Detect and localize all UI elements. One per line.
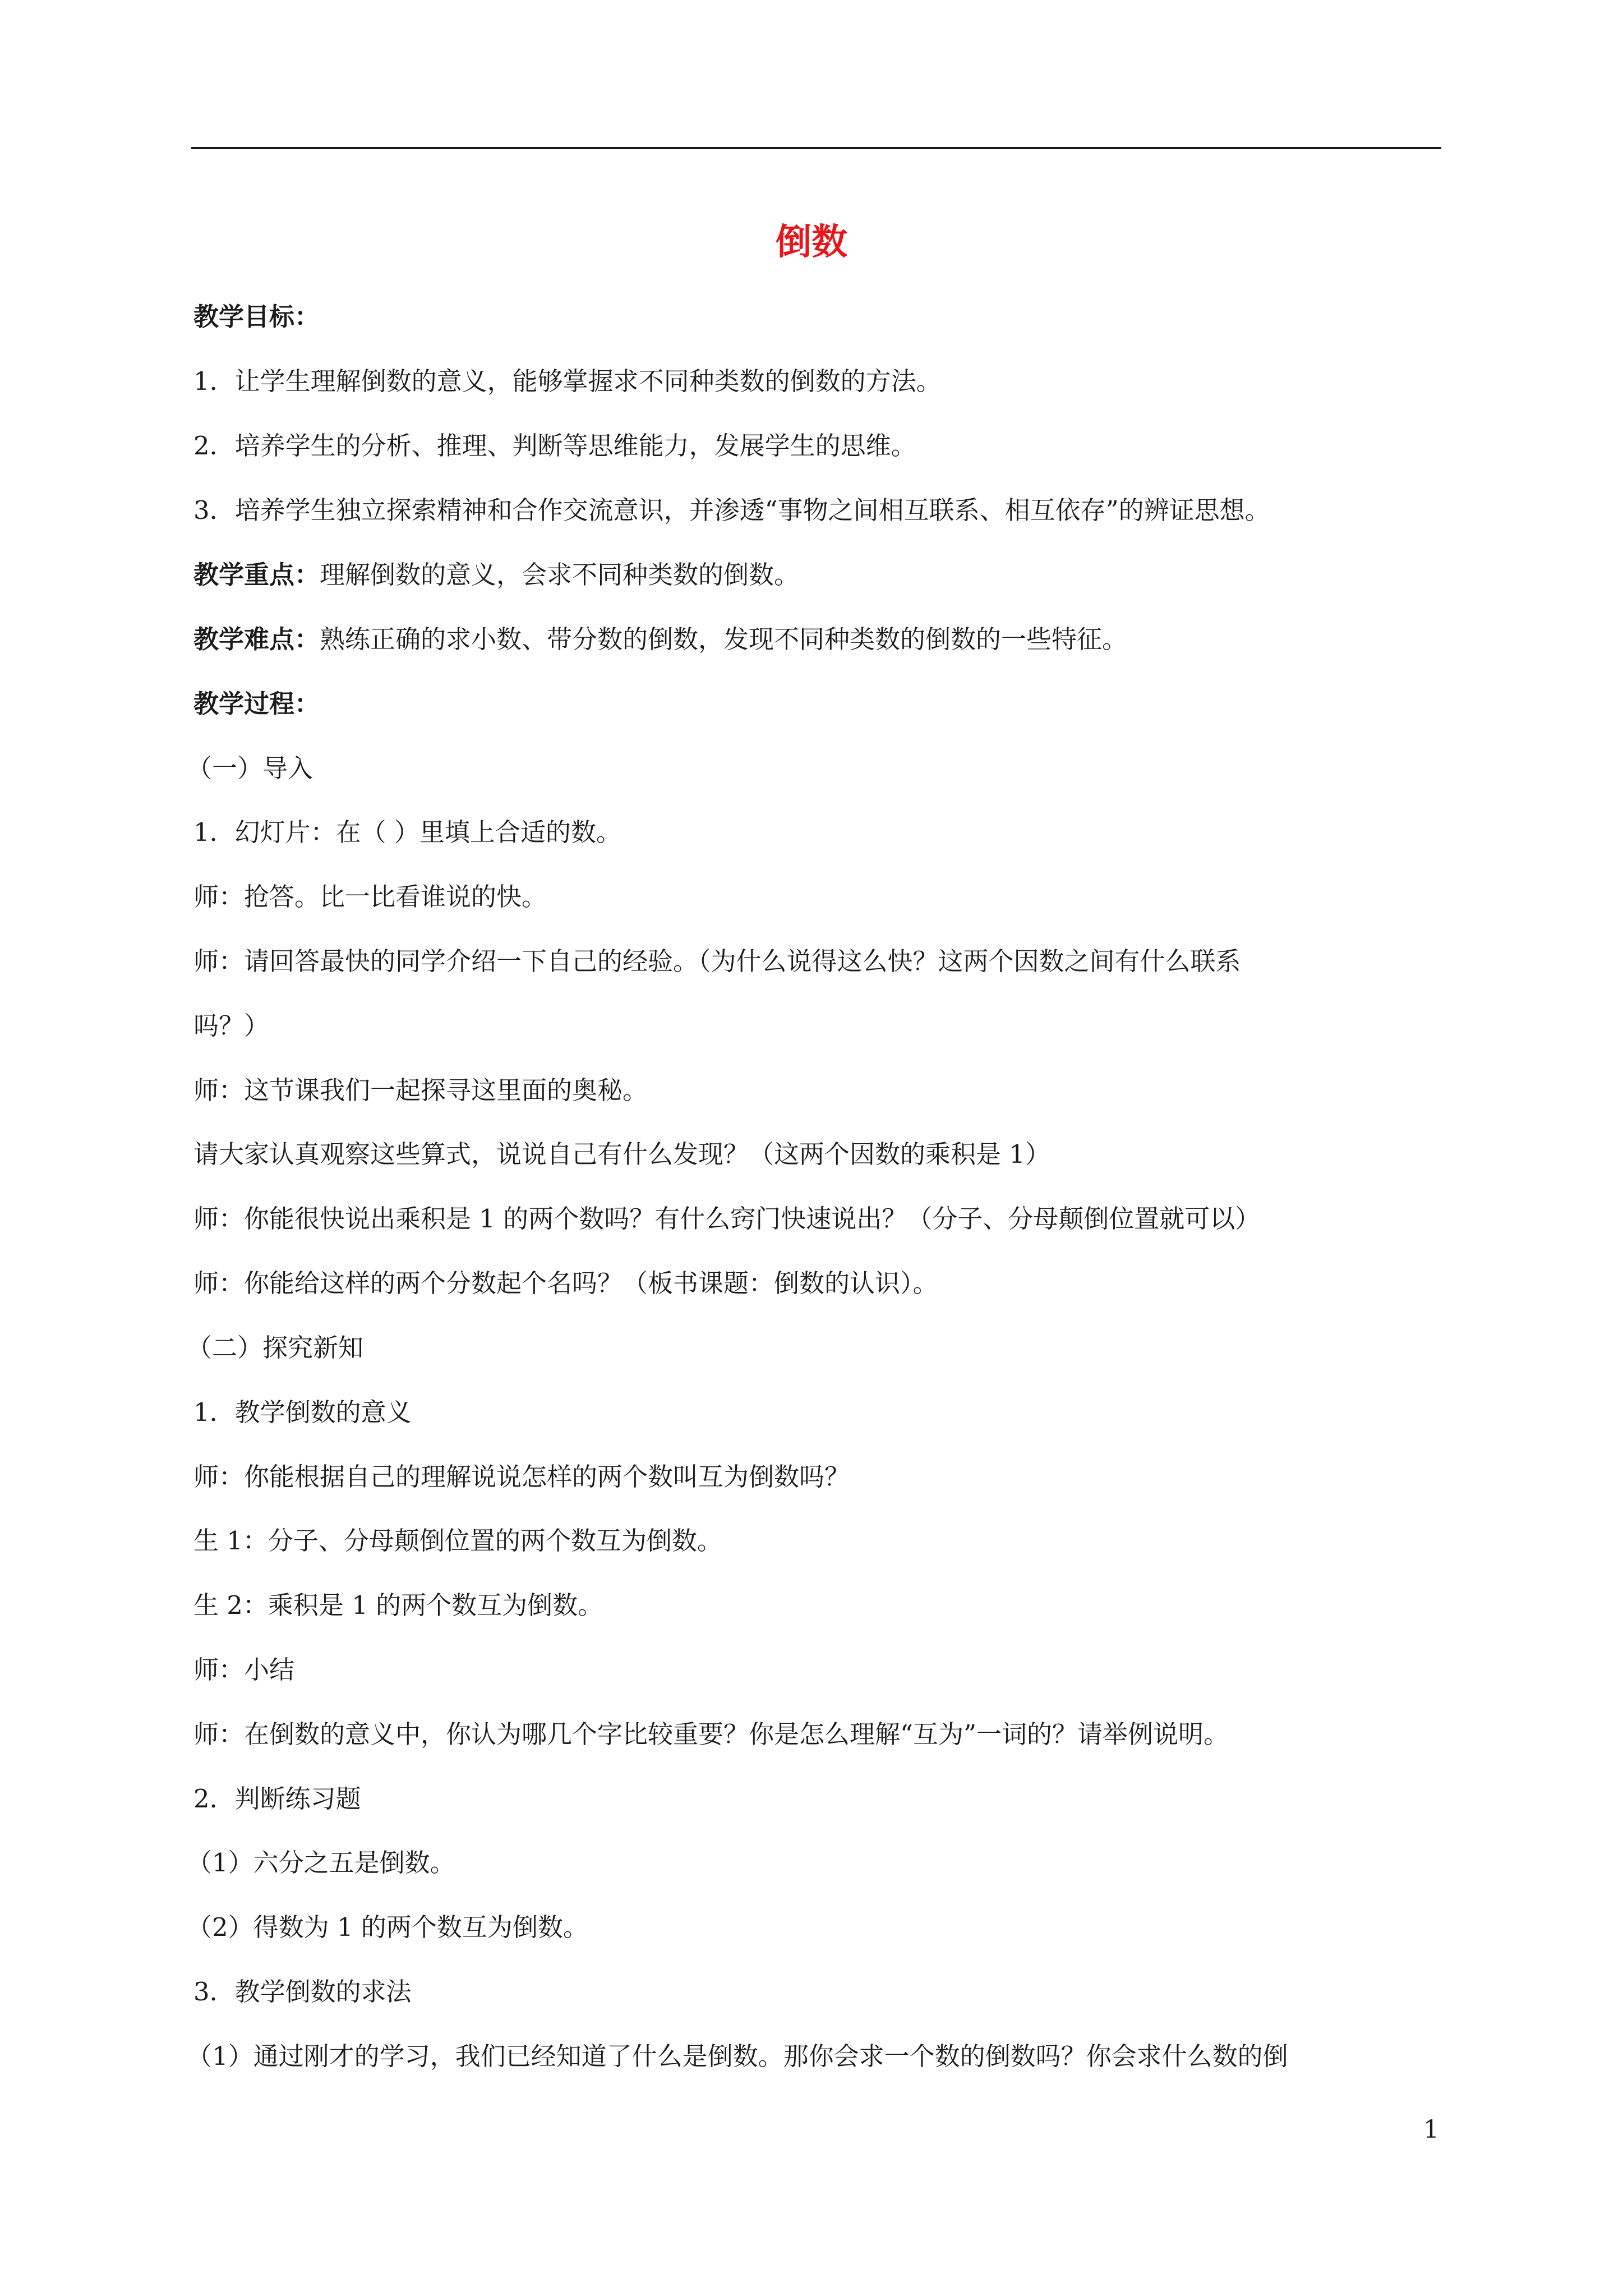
- process-heading: 教学过程：: [193, 689, 320, 719]
- paragraph-line: （1）通过刚才的学习，我们已经知道了什么是倒数。那你会求一个数的倒数吗？你会求什么数的倒: [187, 2041, 1288, 2071]
- paragraph-line: 生 2：乘积是 1 的两个数互为倒数。: [193, 1590, 603, 1620]
- paragraph-line: 1．教学倒数的意义: [193, 1397, 412, 1427]
- section-heading: 3．教学倒数的求法: [193, 1977, 412, 2007]
- paragraph-line: 师：在倒数的意义中，你认为哪几个字比较重要？你是怎么理解“互为”一词的？请举例说明。: [193, 1719, 1229, 1749]
- paragraph-line: 师：你能很快说出乘积是 1 的两个数吗？有什么窍门快速说出？（分子、分母颠倒位置就可以）: [193, 1204, 1261, 1234]
- difficulty-point: [193, 617, 1127, 662]
- objective-item: 1．让学生理解倒数的意义，能够掌握求不同种类数的倒数的方法。: [193, 366, 942, 396]
- paragraph-line: 师：抢答。比一比看谁说的快。: [193, 882, 547, 912]
- paragraph-line: 1．幻灯片：在（ ）里填上合适的数。: [193, 817, 621, 847]
- paragraph-line: 吗？）: [193, 1011, 270, 1041]
- paragraph-line: 2．判断练习题: [193, 1784, 361, 1814]
- key-point-text: 理解倒数的意义，会求不同种类数的倒数。: [320, 560, 800, 590]
- objectives-heading: 教学目标：: [193, 302, 320, 332]
- exercise-item: （2）得数为 1 的两个数互为倒数。: [187, 1912, 588, 1942]
- header-rule: [191, 147, 1441, 149]
- paragraph-line: 师：你能给这样的两个分数起个名吗？（板书课题：倒数的认识）。: [193, 1268, 938, 1298]
- paragraph-line: 请大家认真观察这些算式，说说自己有什么发现？（这两个因数的乘积是 1）: [193, 1139, 1050, 1169]
- paragraph-line: 师：请回答最快的同学介绍一下自己的经验。（为什么说得这么快？这两个因数之间有什么联系: [193, 946, 1241, 976]
- exercise-item: （1）六分之五是倒数。: [187, 1848, 455, 1878]
- paragraph-line: 师：小结: [193, 1655, 295, 1685]
- paragraph-line: 师：你能根据自己的理解说说怎样的两个数叫互为倒数吗？: [193, 1462, 850, 1492]
- objective-item: 2．培养学生的分析、推理、判断等思维能力，发展学生的思维。: [193, 431, 916, 461]
- difficulty-text: 熟练正确的求小数、带分数的倒数，发现不同种类数的倒数的一些特征。: [320, 624, 1128, 654]
- document-title: 倒数: [776, 221, 847, 263]
- paragraph-line: 师：这节课我们一起探寻这里面的奥秘。: [193, 1075, 648, 1105]
- difficulty-label: 教学难点：: [193, 624, 320, 654]
- objective-item: 3．培养学生独立探索精神和合作交流意识，并渗透“事物之间相互联系、相互依存”的辨证思想。: [193, 495, 1270, 525]
- section-heading: （一）导入: [187, 753, 313, 783]
- section-heading: （二）探究新知: [187, 1333, 364, 1363]
- paragraph-line: 生 1：分子、分母颠倒位置的两个数互为倒数。: [193, 1526, 722, 1556]
- key-point-label: 教学重点：: [193, 560, 320, 590]
- page-number: 1: [1423, 2115, 1439, 2144]
- key-point: [193, 553, 799, 597]
